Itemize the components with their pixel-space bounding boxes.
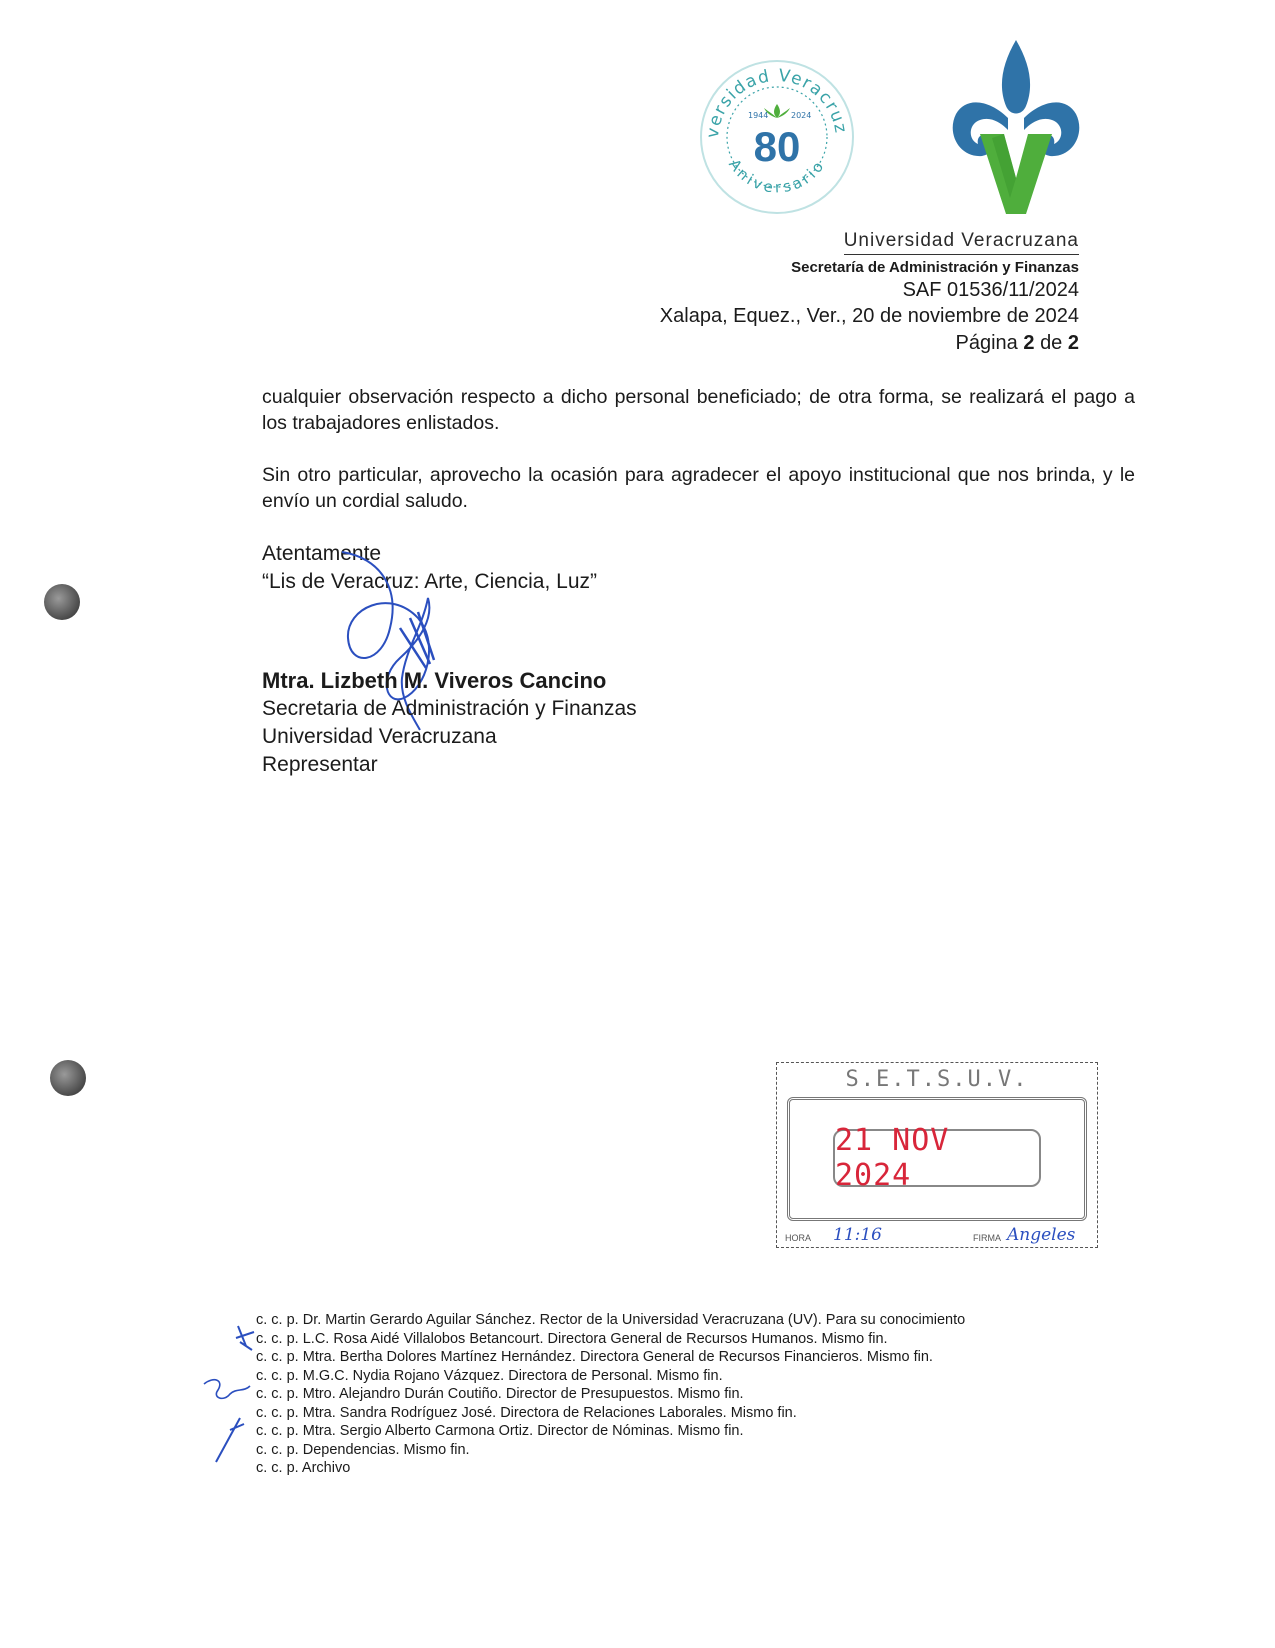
signatory-institution: Universidad Veracruzana [262, 725, 497, 748]
signatory-title: Secretaria de Administración y Finanzas [262, 697, 637, 720]
cc-list [256, 1311, 965, 1478]
cc-item: c. c. p. Archivo [256, 1460, 351, 1476]
stamp-firma-label: FIRMA [973, 1233, 1001, 1243]
punch-hole-top [44, 584, 80, 620]
cc-item: c. c. p. Mtra. Bertha Dolores Martínez Hernández. Directora General de Recursos Financieros. Mismo fin. [256, 1349, 933, 1365]
signatory-block [262, 667, 637, 779]
cc-item: c. c. p. M.G.C. Nydia Rojano Vázquez. Directora de Personal. Mismo fin. [256, 1367, 723, 1384]
seal-year-start: 1944 [748, 111, 769, 120]
cc-item: c. c. p. L.C. Rosa Aidé Villalobos Betancourt. Directora General de Recursos Humanos. Mismo fin. [256, 1330, 888, 1347]
signatory-name: Mtra. Lizbeth M. Viveros Cancino [262, 668, 607, 693]
closing-salutation: Atentamente [262, 542, 382, 565]
body-paragraph-2: Sin otro particular, aprovecho la ocasión para agradecer el apoyo institucional que nos brinda, y le envío un cordial saludo. [262, 464, 1135, 512]
stamp-hour-label: HORA [785, 1233, 812, 1243]
seal-year-end: 2024 [791, 111, 812, 120]
university-name: Universidad Veracruzana [844, 230, 1079, 255]
received-stamp [776, 1062, 1098, 1248]
seal-number: 80 [753, 123, 801, 170]
anniversary-seal [698, 58, 856, 216]
cc-item: c. c. p. Dependencias. Mismo fin. [256, 1441, 470, 1458]
reference-number: SAF 01536/11/2024 [902, 279, 1079, 301]
seal-arc-bottom: Aniversario [725, 155, 829, 197]
closing-motto: “Lis de Veracruz: Arte, Ciencia, Luz” [262, 570, 597, 593]
cc-item: c. c. p. Mtra. Sandra Rodríguez José. Directora de Relaciones Laborales. Mismo fin. [256, 1404, 797, 1421]
cc-handwritten-marks [200, 1320, 260, 1470]
stamp-date: 21 NOV 2024 [833, 1129, 1041, 1187]
page-indicator [956, 332, 1079, 355]
cc-item: c. c. p. Mtro. Alejandro Durán Coutiño. Director de Presupuestos. Mismo fin. [256, 1386, 744, 1402]
cc-item: c. c. p. Mtra. Sergio Alberto Carmona Ortiz. Director de Nóminas. Mismo fin. [256, 1423, 744, 1439]
seal-arc-top: versidad Veracruz [702, 65, 851, 140]
stamp-title: S.E.T.S.U.V. [845, 1067, 1029, 1092]
stamp-firma-value: Angeles [1007, 1225, 1076, 1245]
signatory-note: Representar [262, 753, 378, 776]
body-paragraph-1: cualquier observación respecto a dicho personal beneficiado; de otra forma, se realizará el pago a los trabajadores enlistados. [262, 386, 1135, 434]
page-of: de [1040, 332, 1063, 354]
page-total: 2 [1067, 332, 1079, 354]
punch-hole-bottom [50, 1060, 86, 1096]
page-prefix: Página [955, 332, 1018, 354]
cc-item: c. c. p. Dr. Martin Gerardo Aguilar Sánchez. Rector de la Universidad Veracruzana (UV). Para su conocimiento [256, 1312, 966, 1328]
page-current: 2 [1023, 332, 1035, 354]
place-date: Xalapa, Equez., Ver., 20 de noviembre de 2024 [659, 305, 1079, 327]
secretaria-heading: Secretaría de Administración y Finanzas [791, 259, 1079, 276]
stamp-hour-value: 11:16 [833, 1225, 882, 1245]
uv-flor-de-lis-logo [946, 38, 1086, 218]
